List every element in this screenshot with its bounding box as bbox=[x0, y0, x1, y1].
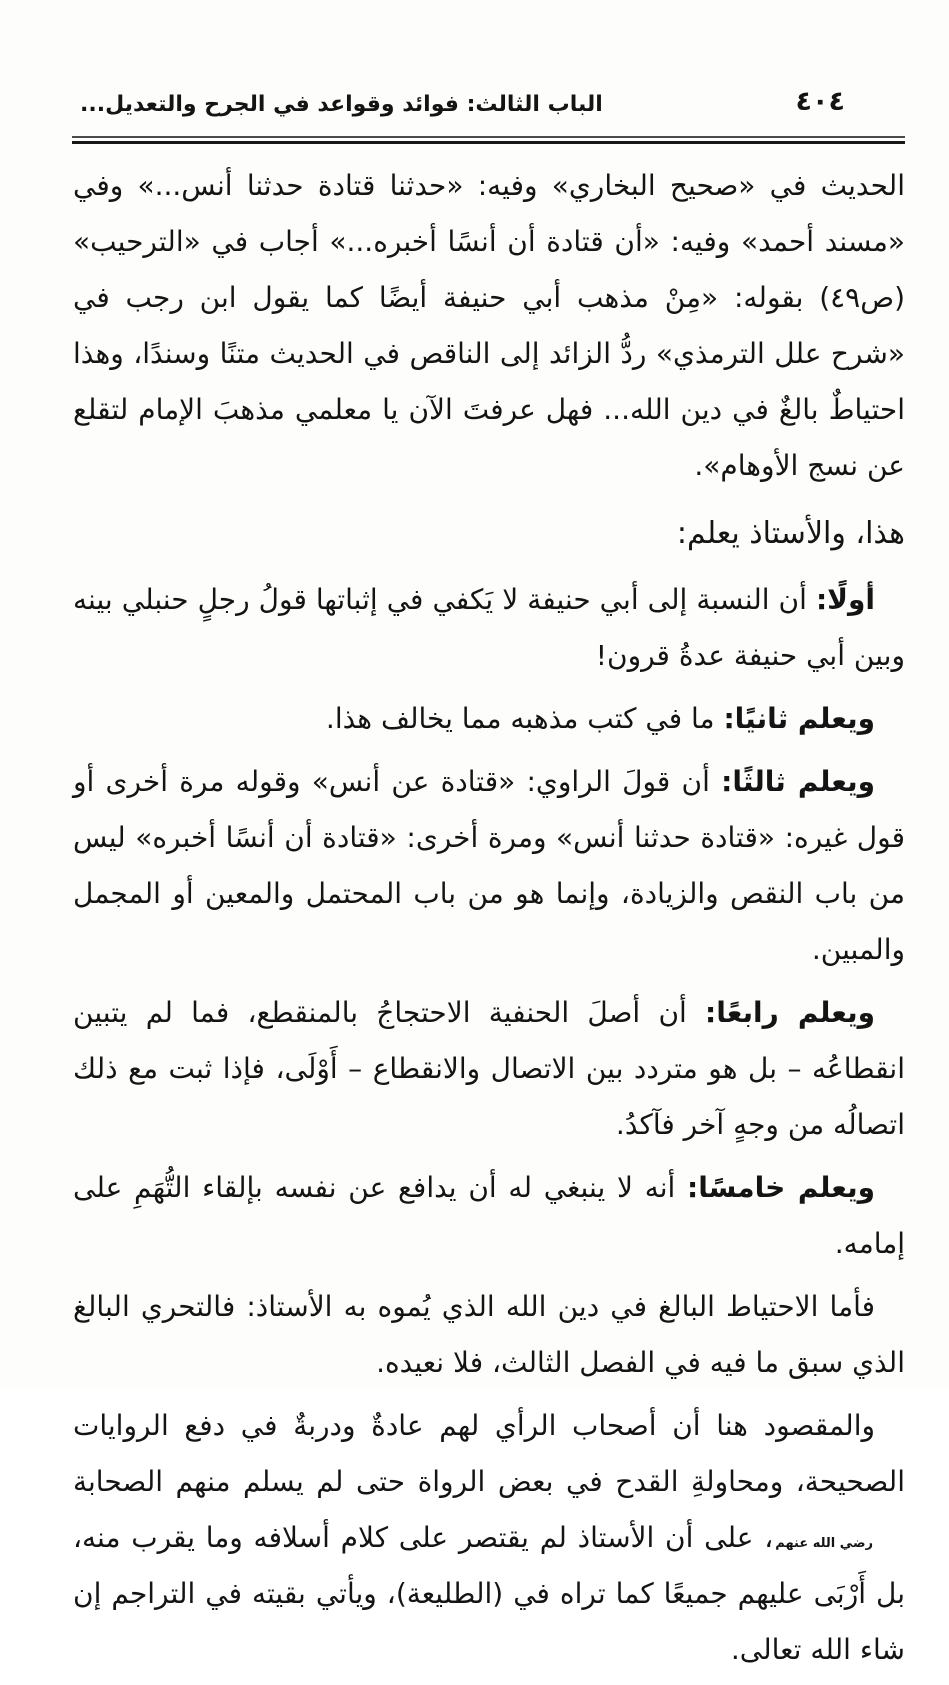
body-text bbox=[73, 158, 905, 1685]
text-run: أنه لا ينبغي له أن يدافع عن نفسه بإلقاء التُّهَمِ على إمامه. bbox=[73, 1171, 905, 1260]
text-run: ويعلم ثالثًا: bbox=[721, 765, 875, 798]
text-run: أولًا: bbox=[815, 583, 875, 616]
text-run: أن النسبة إلى أبي حنيفة لا يَكفي في إثباتها قولُ رجلٍ حنبلي بينه وبين أبي حنيفة عدةُ قرون! bbox=[73, 583, 905, 672]
text-run: ويعلم ثانيًا: bbox=[723, 702, 875, 735]
paragraph bbox=[73, 691, 905, 747]
text-run: أن أصلَ الحنفية الاحتجاجُ بالمنقطع، فما لم يتبين انقطاعُه – بل هو متردد بين الاتصال والانقطاع – أَوْلَى، فإذا ثبت مع ذلك اتصالُه من وجهٍ آخر فآكدُ. bbox=[73, 996, 905, 1141]
text-run: هذا، والأستاذ يعلم: bbox=[676, 516, 905, 551]
paragraph bbox=[73, 985, 905, 1153]
page-number: ٤٠٤ bbox=[795, 86, 845, 117]
paragraph bbox=[73, 1279, 905, 1391]
header-rule bbox=[72, 136, 905, 144]
section-heading bbox=[73, 506, 905, 562]
chapter-title: الباب الثالث: فوائد وقواعد في الجرح والتعديل... bbox=[80, 92, 603, 117]
text-run: ، على أن الأستاذ لم يقتصر على كلام أسلافه وما يقرب منه، بل أَرْبَى عليهم جميعًا كما تراه في (الطليعة)، ويأتي بقيته في التراجم إن شاء الله تعالى. bbox=[73, 1521, 905, 1666]
text-run: والمقصود هنا أن أصحاب الرأي لهم عادةٌ ودربةٌ في دفع الروايات الصحيحة، ومحاولةِ القدح في بعض الرواة حتى لم يسلم منهم الصحابة bbox=[73, 1409, 905, 1498]
text-run: ويعلم خامسًا: bbox=[687, 1171, 875, 1204]
paragraph bbox=[73, 1398, 905, 1678]
text-run: ويعلم رابعًا: bbox=[705, 996, 875, 1029]
paragraph bbox=[73, 754, 905, 978]
text-run: فأما الاحتياط البالغ في دين الله الذي يُموه به الأستاذ: فالتحري البالغ الذي سبق ما فيه في الفصل الثالث، فلا نعيده. bbox=[73, 1290, 905, 1379]
page-header bbox=[80, 86, 845, 117]
sahaba-honorific-symbol: رضي الله عنهم bbox=[775, 1536, 873, 1551]
text-run: الحديث في «صحيح البخاري» وفيه: «حدثنا قتادة حدثنا أنس...» وفي «مسند أحمد» وفيه: «أن قتادة أن أنسًا أخبره...» أجاب في «الترحيب» (ص٤٩) بقوله: «مِنْ مذهب أبي حنيفة أيضًا كما يقول ابن رجب في «شرح علل الترمذي» ردُّ الزائد إلى الناقص في الحديث متنًا وسندًا، وهذا احتياطٌ بالغٌ في دين الله... فهل عرفتَ الآن يا معلمي مذهبَ الإمام لتقلع عن نسج الأوهام». bbox=[73, 169, 905, 482]
paragraph bbox=[73, 1160, 905, 1272]
text-run: أن قولَ الراوي: «قتادة عن أنس» وقوله مرة أخرى أو قول غيره: «قتادة حدثنا أنس» ومرة أخرى: «قتادة أن أنسًا أخبره» ليس من باب النقص والزيادة، وإنما هو من باب المحتمل والمعين أو المجمل والمبين. bbox=[73, 765, 905, 966]
paragraph bbox=[73, 572, 905, 684]
paragraph bbox=[73, 158, 905, 494]
text-run: ما في كتب مذهبه مما يخالف هذا. bbox=[325, 702, 724, 735]
